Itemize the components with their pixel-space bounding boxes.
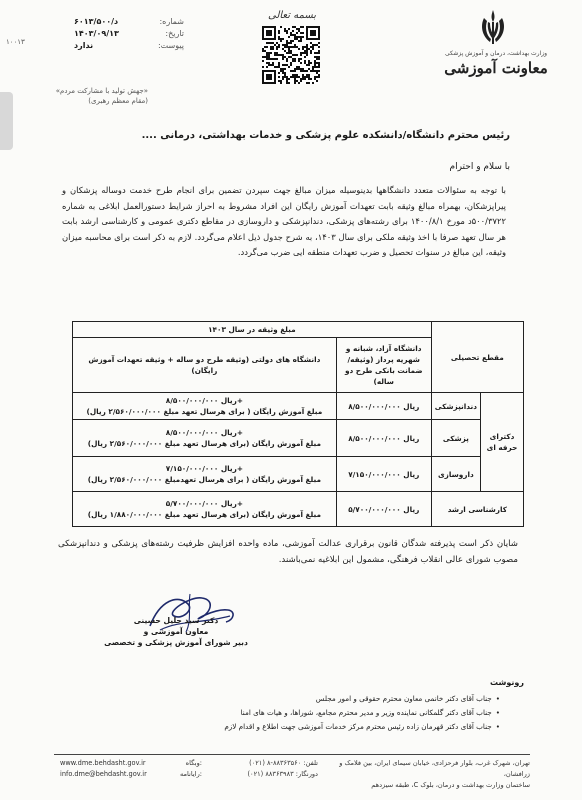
- email-link[interactable]: info.dme@behdasht.gov.ir: [60, 770, 147, 778]
- group-label: دکترای حرفه ای: [481, 393, 524, 492]
- table-row: [73, 492, 524, 527]
- row-field: داروسازی: [431, 457, 480, 492]
- table-row: [73, 393, 524, 420]
- header-level: مقطع تحصیلی: [431, 322, 523, 393]
- row-field: دندانپزشکی: [431, 393, 480, 420]
- page-edge-tab: [0, 92, 13, 150]
- meta-date: تاریخ: ۱۴۰۳/۰۹/۱۳: [74, 29, 184, 38]
- footer-divider: [54, 754, 530, 755]
- row-state: ۸/۵۰۰/۰۰۰/۰۰۰ ریال+ مبلغ آموزش رایگان (برای هرسال تعهد مبلغ ۲/۵۶۰/۰۰۰/۰۰۰ ریال): [73, 420, 337, 457]
- iran-emblem-icon: [478, 8, 508, 48]
- signatory-role: دبیر شورای آموزش پزشکی و تخصصی: [104, 638, 248, 647]
- deputy-logotype: معاونت آموزشی: [444, 59, 548, 77]
- exception-note: شایان ذکر است پذیرفته شدگان قانون برقراری عدالت آموزشی، ماده واحده افزایش ظرفیت رشته‌های پزشکی و دندانپزشکی مصوب شورای عالی انقلاب فرهنگی، مشمول این ابلاغیه نمی‌باشند.: [58, 539, 518, 565]
- table-row: [73, 457, 524, 492]
- cc-title: رونوشت: [490, 678, 524, 687]
- letter-meta: [74, 16, 184, 52]
- header-amount-year: مبلغ وثیقه در سال ۱۴۰۳: [73, 322, 432, 338]
- signatory-block: [96, 615, 256, 648]
- letter-recipient: رئیس محترم دانشگاه/دانشکده علوم پزشکی و خدمات بهداشتی، درمانی ....: [141, 130, 510, 141]
- footer-address: تهران، شهرک غرب، بلوار فرحزادی، خیابان سیمای ایران، بین فلامک و زرافشان، ساختمان وزارت بهداشت و درمان، بلوک C، طبقه سیزدهم: [339, 759, 530, 789]
- row-azad: ۸/۵۰۰/۰۰۰/۰۰۰ ریال: [336, 393, 431, 420]
- ministry-line: وزارت بهداشت، درمان و آموزش پزشکی: [444, 50, 548, 57]
- signatory-name: دکتر سید جلیل حسینی: [133, 616, 219, 625]
- list-item: • جناب آقای دکتر گلمکانی نماینده وزیر و مدیر محترم مجامع، شوراها، و هیات های امنا: [100, 706, 500, 720]
- row-azad: ۸/۵۰۰/۰۰۰/۰۰۰ ریال: [336, 420, 431, 457]
- bismillah: بسمه تعالی: [268, 10, 317, 21]
- row-state: ۷/۱۵۰/۰۰۰/۰۰۰ ریال+ مبلغ آموزش رایگان ( برای هرسال تعهدمبلغ ۲/۵۶۰/۰۰۰/۰۰۰ ریال): [73, 457, 337, 492]
- row-azad: ۷/۱۵۰/۰۰۰/۰۰۰ ریال: [336, 457, 431, 492]
- footer-phones: تلفن: ۸۸۳۶۳۵۶۰-۸ (۰۲۱) دورنگار: ۸۸۳۶۳۹۸۳ (۰۲۱): [247, 759, 318, 778]
- letter-body: با توجه به سئوالات متعدد دانشگاهها بدینوسیله میزان مبالغ جهت سپردن تضمین برای انجام طرح خدمت دوساله پزشکان و پیراپزشکان، بهمراه مبالغ وثیقه بابت تعهدات آموزش رایگان این افراد مشروط به احراز شرایط دستورالعمل ابلاغی به شماره ۵۰۰/۳۷۲۲د مورخ ۱۴۰۰/۸/۱ برای رشته‌های پزشکی، دندانپزشکی و داروسازی در مقاطع دکتری عمومی و کارشناسی ارشد بابت هر سال تعهد صرفا با اخذ وثیقه ملکی برای سال ۱۴۰۳، به شرح جدول ذیل اعلام می‌گردد. لازم به ذکر است برای محاسبه میزان وثیقه، این مبالغ در سنوات تحصیل و ضرب تعهدات منطقه ایی ضرب می‌گردد.: [62, 185, 506, 257]
- header-azad: دانشگاه آزاد، شبانه و شهریه پرداز (وثیقه/ضمانت بانکی طرح دو ساله): [336, 338, 431, 393]
- row-field: کارشناسی ارشد: [431, 492, 523, 527]
- row-state: ۵/۷۰۰/۰۰۰/۰۰۰ ریال+ مبلغ آموزش رایگان (برای هرسال تعهد مبلغ ۱/۸۸۰/۰۰۰/۰۰۰ ریال): [73, 492, 337, 527]
- qr-code: [262, 26, 320, 84]
- collateral-table: [72, 321, 524, 527]
- row-state: ۸/۵۰۰/۰۰۰/۰۰۰ ریال+ مبلغ آموزش رایگان ( برای هرسال تعهد مبلغ ۲/۵۶۰/۰۰۰/۰۰۰ ریال): [73, 393, 337, 420]
- list-item: • جناب آقای دکتر خانمی معاون محترم حقوقی و امور مجلس: [100, 692, 500, 706]
- table-row: [73, 420, 524, 457]
- list-item: • جناب آقای دکتر قهرمان زاده رئیس محترم مرکز خدمات آموزشی جهت اطلاع و اقدام لازم: [100, 720, 500, 734]
- row-field: پزشکی: [431, 420, 480, 457]
- cc-list: [100, 692, 500, 734]
- brand-block: [436, 50, 556, 78]
- meta-attachment: پیوست: ندارد: [74, 41, 184, 50]
- greeting: با سلام و احترام: [449, 162, 510, 172]
- row-azad: ۵/۷۰۰/۰۰۰/۰۰۰ ریال: [336, 492, 431, 527]
- footer-web: www.dme.behdasht.gov.ir وبگاه: info.dme@behdasht.gov.ir رایانامه:: [60, 759, 202, 778]
- motto: «جهش تولید با مشارکت مردم» (مقام معظم رهبری): [55, 87, 148, 105]
- side-code: ۱۰۰۱۳: [6, 38, 25, 46]
- meta-number: شماره: ۶۰۱۳/۵۰۰/د: [74, 17, 184, 26]
- signatory-role: معاون آموزشی و: [143, 627, 209, 636]
- website-link[interactable]: www.dme.behdasht.gov.ir: [60, 759, 146, 767]
- header-state: دانشگاه های دولتی (وثیقه طرح دو ساله + وثیقه تعهدات آموزش رایگان): [73, 338, 337, 393]
